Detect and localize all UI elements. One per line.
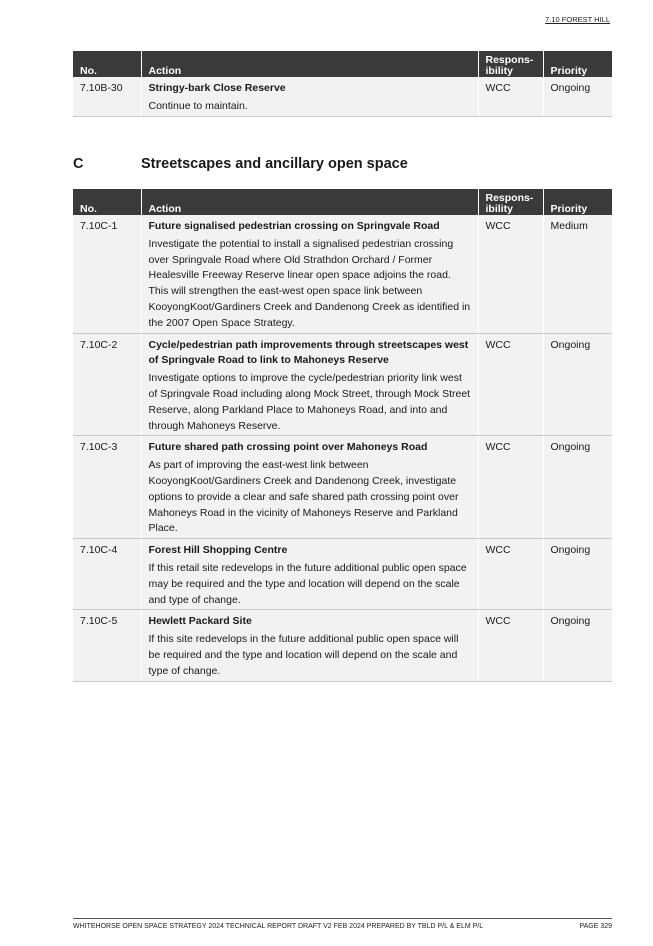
table-row: [73, 610, 612, 681]
column-header-no: No.: [73, 51, 141, 77]
row-responsibility: WCC: [478, 215, 543, 333]
column-header-no: No.: [73, 189, 141, 215]
action-title: Future shared path crossing point over Mahoneys Road: [148, 441, 428, 454]
page-number: PAGE 329: [579, 923, 612, 930]
row-number: 7.10C-4: [73, 539, 141, 610]
row-responsibility: WCC: [478, 610, 543, 681]
column-header-priority: Priority: [543, 51, 612, 77]
action-description: Investigate the potential to install a signalised pedestrian crossing over Springvale Road where Old Strathdon Orchard / Former Healesville Freeway Reserve linear open space adjoins the road. This will strengthen the east-west open space link between KooyongKoot/Gardiners Creek and Dandenong Creek as identified in the 2007 Open Space Strategy.: [148, 237, 471, 329]
table-row: [73, 333, 612, 436]
row-responsibility: WCC: [478, 436, 543, 539]
row-responsibility: WCC: [478, 77, 543, 116]
row-priority: Ongoing: [543, 436, 612, 539]
action-description: If this retail site redevelops in the future additional public open space may be required and the type and location will depend on the scale and type of change.: [148, 561, 467, 606]
row-priority: Ongoing: [543, 610, 612, 681]
column-header-responsibility: Respons- ibility: [478, 189, 543, 215]
row-action: [141, 539, 478, 610]
action-title: Future signalised pedestrian crossing on Springvale Road: [148, 220, 440, 232]
action-title: Stringy-bark Close Reserve: [148, 82, 286, 94]
action-description: Continue to maintain.: [148, 99, 248, 112]
row-priority: Ongoing: [543, 77, 612, 116]
column-header-priority: Priority: [543, 189, 612, 215]
table-header-row: [73, 189, 612, 215]
table-header-row: [73, 51, 612, 77]
section-letter: C: [73, 156, 84, 172]
row-action: [141, 333, 478, 436]
footer-document-info: WHITEHORSE OPEN SPACE STRATEGY 2024 TECHNICAL REPORT DRAFT V2 FEB 2024 PREPARED BY TBLD P/L & ELM P/L: [73, 923, 484, 930]
action-title: Cycle/pedestrian path improvements through streetscapes west of Springvale Road to link to Mahoneys Reserve: [148, 338, 469, 367]
row-responsibility: WCC: [478, 333, 543, 436]
row-priority: Ongoing: [543, 539, 612, 610]
column-header-responsibility: Respons- ibility: [478, 51, 543, 77]
row-number: 7.10B-30: [73, 77, 141, 116]
table-row: [73, 215, 612, 333]
row-number: 7.10C-2: [73, 333, 141, 436]
actions-table-c: [73, 189, 612, 682]
action-description: If this site redevelops in the future additional public open space will be required and the type and location will depend on the scale and type of change.: [148, 633, 459, 677]
action-title: Hewlett Packard Site: [148, 615, 252, 628]
row-action: [141, 215, 478, 333]
action-title: Forest Hill Shopping Centre: [148, 544, 288, 557]
table-row: [73, 539, 612, 610]
footer-divider: [73, 918, 612, 919]
row-action: [141, 610, 478, 681]
table-row: [73, 436, 612, 539]
row-action: [141, 77, 478, 116]
section-reference: 7.10 FOREST HILL: [545, 15, 610, 24]
row-responsibility: WCC: [478, 539, 543, 610]
row-action: [141, 436, 478, 539]
section-heading: [73, 156, 408, 172]
row-priority: Ongoing: [543, 333, 612, 436]
column-header-action: Action: [141, 51, 478, 77]
table-row: [73, 77, 612, 116]
row-number: 7.10C-1: [73, 215, 141, 333]
page-footer: [73, 923, 612, 930]
row-priority: Medium: [543, 215, 612, 333]
action-description: As part of improving the east-west link between KooyongKoot/Gardiners Creek and Dandenong Creek, investigate options to provide a clear and safe shared path crossing point over Mahoneys Road in the vicinity of Mahoneys Reserve and Parkland Place.: [148, 459, 459, 535]
row-number: 7.10C-3: [73, 436, 141, 539]
section-title: Streetscapes and ancillary open space: [141, 156, 408, 172]
row-number: 7.10C-5: [73, 610, 141, 681]
actions-table-b: [73, 51, 612, 117]
column-header-action: Action: [141, 189, 478, 215]
action-description: Investigate options to improve the cycle/pedestrian priority link west of Springvale Road including along Mock Street, through Mock Street Reserve, along Parkland Place to Mahoneys Road, and into and through Mahoneys Reserve.: [148, 372, 471, 432]
